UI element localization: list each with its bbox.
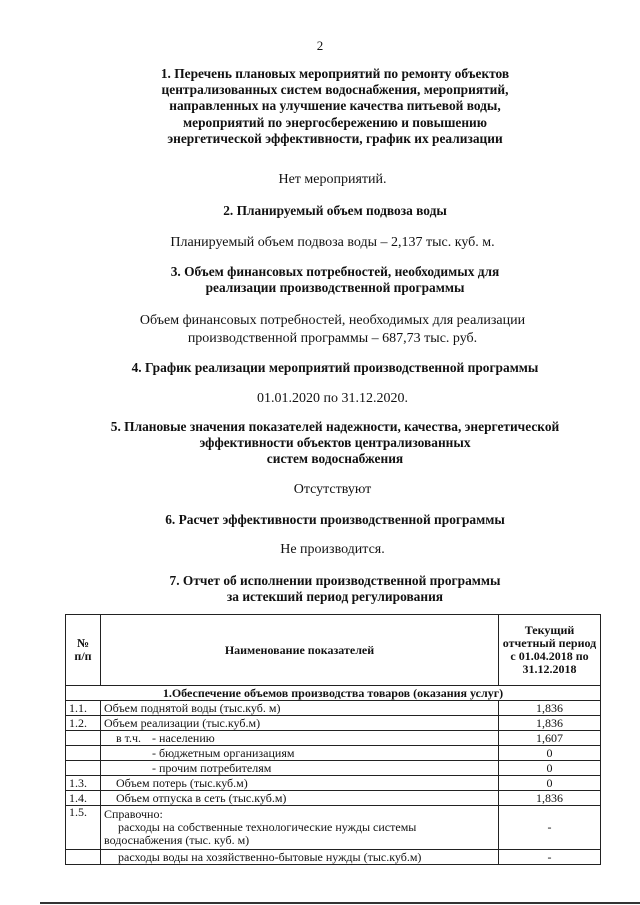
row-name: Объем отпуска в сеть (тыс.куб.м) (101, 791, 499, 806)
section-4-heading: 4. График реализации мероприятий производственной программы (131, 360, 539, 375)
section-7-heading: 7. Отчет об исполнении производственной программы за истекший период регулирования (169, 573, 501, 605)
row-value: 1,836 (499, 716, 601, 731)
row-num (66, 761, 101, 776)
row-num (66, 731, 101, 746)
row-prefix: в т.ч. (116, 730, 142, 745)
section-3-text: Объем финансовых потребностей, необходимых для реализации производственной программы – 687,73 тыс. руб. (139, 313, 526, 346)
table-row (66, 746, 601, 761)
table-row (66, 791, 601, 806)
table-row (66, 761, 601, 776)
row-num: 1.4. (66, 791, 101, 806)
row-num (66, 746, 101, 761)
row-name: - бюджетным организациям (101, 746, 499, 761)
row-value: 1,607 (499, 731, 601, 746)
section-5-text: Отсутствуют (293, 482, 372, 497)
section-5-heading: 5. Плановые значения показателей надежности, качества, энергетической эффективности объектов централизованных систем водоснабжения (110, 419, 560, 467)
section-6-heading: 6. Расчет эффективности производственной программы (165, 512, 505, 527)
page-number: 2 (316, 38, 324, 53)
section-4-text: 01.01.2020 по 31.12.2020. (257, 391, 408, 406)
page-bottom-rule (40, 902, 640, 904)
row-num: 1.5. (66, 806, 101, 850)
row-value: 0 (499, 776, 601, 791)
row-num: 1.3. (66, 776, 101, 791)
table-row (66, 850, 601, 865)
table-row (66, 776, 601, 791)
section-1-heading: 1. Перечень плановых мероприятий по ремонту объектов централизованных систем водоснабжения, мероприятий, направленных на улучшение качества питьевой воды, мероприятий по энергосбережению и повышению энергетической эффективности, график их реализации (160, 66, 510, 146)
row-name: - прочим потребителям (101, 761, 499, 776)
row-name: Объем поднятой воды (тыс.куб. м) (101, 701, 499, 716)
row-name: в т.ч. - населению (101, 731, 499, 746)
row-num: 1.2. (66, 716, 101, 731)
row-name: Объем потерь (тыс.куб.м) (101, 776, 499, 791)
section-6-text: Не производится. (280, 542, 385, 557)
table-row (66, 716, 601, 731)
row-name: Объем реализации (тыс.куб.м) (101, 716, 499, 731)
row-value: 1,836 (499, 701, 601, 716)
row-num (66, 850, 101, 865)
section-3-heading: 3. Объем финансовых потребностей, необходимых для реализации производственной программы (170, 264, 500, 296)
header-num: № п/п (66, 615, 101, 686)
row-name: расходы воды на хозяйственно-бытовые нужды (тыс.куб.м) (101, 850, 499, 865)
row-value: 1,836 (499, 791, 601, 806)
table-row (66, 731, 601, 746)
row-value: - (499, 806, 601, 850)
header-name: Наименование показателей (101, 615, 499, 686)
report-table (65, 614, 601, 865)
row-value: - (499, 850, 601, 865)
row-num: 1.1. (66, 701, 101, 716)
table-row (66, 806, 601, 850)
table-section-title: 1.Обеспечение объемов производства товаров (оказания услуг) (66, 686, 601, 701)
table-header-row (66, 615, 601, 686)
table-row (66, 701, 601, 716)
header-period: Текущий отчетный период с 01.04.2018 по 31.12.2018 (499, 615, 601, 686)
row-value: 0 (499, 746, 601, 761)
section-1-text: Нет мероприятий. (278, 172, 387, 187)
table-section-row (66, 686, 601, 701)
section-2-heading: 2. Планируемый объем подвоза воды (223, 203, 447, 218)
section-2-text: Планируемый объем подвоза воды – 2,137 тыс. куб. м. (170, 235, 495, 250)
row-name: Справочно: расходы на собственные технологические нужды системы водоснабжения (тыс. куб. м) (101, 806, 499, 850)
row-value: 0 (499, 761, 601, 776)
